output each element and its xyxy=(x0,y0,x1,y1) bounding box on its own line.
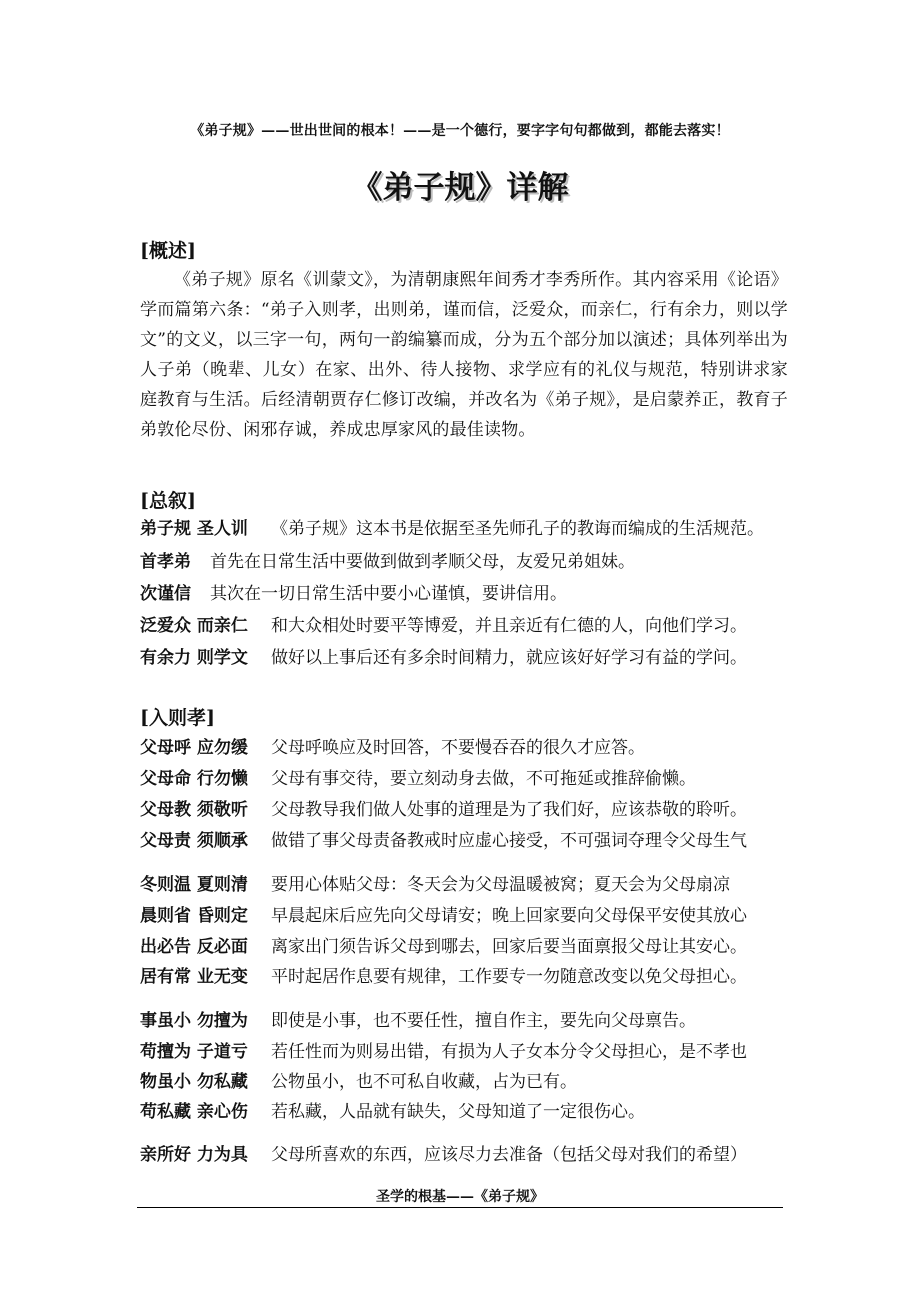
verse-explanation: 要用心体贴父母：冬天会为父母温暖被窝；夏天会为父母扇凉 xyxy=(271,875,730,895)
verse-row xyxy=(140,901,820,931)
verse-term: 苟私藏 亲心伤 xyxy=(140,1102,248,1122)
verse-row xyxy=(140,547,820,577)
verse-explanation: 做错了事父母责备教戒时应虚心接受，不可强词夺理令父母生气 xyxy=(271,831,747,851)
section-heading-ruzexiao: [入则孝] xyxy=(140,707,215,729)
verse-row xyxy=(140,826,820,856)
footer-divider xyxy=(137,1207,783,1208)
verse-term: 晨则省 昏则定 xyxy=(140,906,248,926)
verse-explanation: 平时起居作息要有规律，工作要专一勿随意改变以免父母担心。 xyxy=(271,967,747,987)
verse-explanation: 早晨起床后应先向父母请安；晚上回家要向父母保平安使其放心 xyxy=(271,906,747,926)
verse-term: 冬则温 夏则清 xyxy=(140,875,248,895)
verse-term: 父母命 行勿懒 xyxy=(140,769,248,789)
verse-row xyxy=(140,962,820,992)
verse-row xyxy=(140,643,820,673)
verse-term: 首孝弟 xyxy=(140,552,191,572)
verse-row xyxy=(140,870,820,900)
verse-term: 弟子规 圣人训 xyxy=(140,519,248,539)
verse-row xyxy=(140,764,820,794)
verse-row xyxy=(140,611,820,641)
verse-row xyxy=(140,932,820,962)
verse-term: 父母教 须敬听 xyxy=(140,800,248,820)
verse-term: 次谨信 xyxy=(140,584,191,604)
verse-term: 物虽小 勿私藏 xyxy=(140,1072,248,1092)
verse-term: 事虽小 勿擅为 xyxy=(140,1011,248,1031)
verse-row xyxy=(140,1006,820,1036)
verse-explanation: 和大众相处时要平等博爱，并且亲近有仁德的人，向他们学习。 xyxy=(271,616,747,636)
verse-row xyxy=(140,1067,820,1097)
page-title: 《弟子规》详解 xyxy=(351,170,569,206)
verse-row xyxy=(140,514,820,544)
verse-term: 父母呼 应勿缓 xyxy=(140,738,248,758)
page-footer: 圣学的根基——《弟子规》 xyxy=(376,1189,544,1205)
verse-explanation: 父母所喜欢的东西，应该尽力去准备（包括父母对我们的希望） xyxy=(271,1145,747,1165)
tagline: 《弟子规》——世出世间的根本！——是一个德行，要字字句句都做到，都能去落实！ xyxy=(190,123,730,139)
verse-term: 出必告 反必面 xyxy=(140,937,248,957)
verse-explanation: 《弟子规》这本书是依据至圣先师孔子的教诲而编成的生活规范。 xyxy=(271,519,764,539)
verse-explanation: 公物虽小，也不可私自收藏，占为已有。 xyxy=(271,1072,577,1092)
verse-term: 亲所好 力为具 xyxy=(140,1145,248,1165)
verse-term: 有余力 则学文 xyxy=(140,648,248,668)
verse-explanation: 父母有事交待，要立刻动身去做，不可拖延或推辞偷懒。 xyxy=(271,769,696,789)
verse-explanation: 即使是小事，也不要任性，擅自作主，要先向父母禀告。 xyxy=(271,1011,696,1031)
verse-term: 泛爱众 而亲仁 xyxy=(140,616,248,636)
verse-row xyxy=(140,1037,820,1067)
verse-explanation: 首先在日常生活中要做到做到孝顺父母，友爱兄弟姐妹。 xyxy=(210,552,635,572)
verse-explanation: 若私藏，人品就有缺失，父母知道了一定很伤心。 xyxy=(271,1102,645,1122)
verse-explanation: 若任性而为则易出错，有损为人子女本分令父母担心，是不孝也 xyxy=(271,1042,747,1062)
verse-explanation: 离家出门须告诉父母到哪去，回家后要当面禀报父母让其安心。 xyxy=(271,937,747,957)
verse-explanation: 其次在一切日常生活中要小心谨慎，要讲信用。 xyxy=(210,584,567,604)
verse-row xyxy=(140,1140,820,1170)
section-heading-zongxu: [总叙] xyxy=(140,490,196,512)
verse-explanation: 父母教导我们做人处事的道理是为了我们好，应该恭敬的聆听。 xyxy=(271,800,747,820)
section-heading-overview: [概述] xyxy=(140,240,196,262)
verse-row xyxy=(140,795,820,825)
verse-term: 苟擅为 子道亏 xyxy=(140,1042,248,1062)
overview-paragraph: 《弟子规》原名《训蒙文》，为清朝康熙年间秀才李秀所作。其内容采用《论语》学而篇第六条：“弟子入则孝，出则弟，谨而信，泛爱众，而亲仁，行有余力，则以学文”的文义，以三字一句，两句一韵编纂而成，分为五个部分加以演述；具体列举出为人子弟（晚辈、儿女）在家、出外、待人接物、求学应有的礼仪与规范，特别讲求家庭教育与生活。后经清朝贾存仁修订改编，并改名为《弟子规》，是启蒙养正，教育子弟敦伦尽份、闲邪存诚，养成忠厚家风的最佳读物。 xyxy=(140,270,788,440)
verse-term: 父母责 须顺承 xyxy=(140,831,248,851)
verse-term: 居有常 业无变 xyxy=(140,967,248,987)
verse-row xyxy=(140,579,820,609)
verse-row xyxy=(140,1097,820,1127)
verse-explanation: 做好以上事后还有多余时间精力，就应该好好学习有益的学问。 xyxy=(271,648,747,668)
verse-explanation: 父母呼唤应及时回答，不要慢吞吞的很久才应答。 xyxy=(271,738,645,758)
verse-row xyxy=(140,733,820,763)
